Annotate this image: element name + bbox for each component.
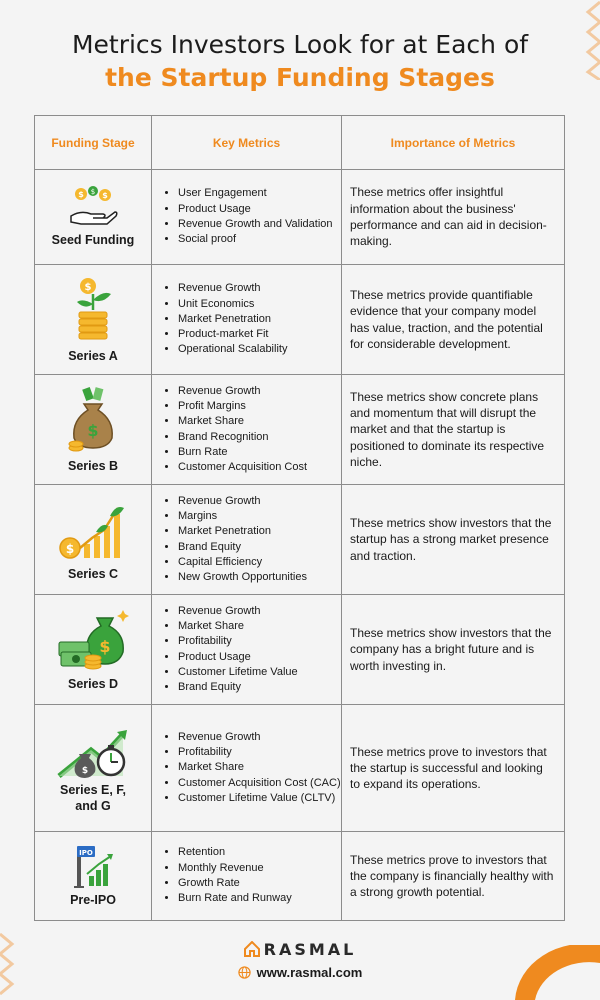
- metric-item: • Revenue Growth: [178, 730, 341, 745]
- metric-item: • Unit Economics: [178, 297, 341, 312]
- importance-cell: These metrics prove to investors that the startup is successful and looking to expand its operations.: [342, 705, 565, 832]
- metric-item: • Monthly Revenue: [178, 861, 341, 876]
- metric-item: • Market Share: [178, 414, 341, 429]
- metric-item: • Product Usage: [178, 202, 341, 217]
- website-link[interactable]: [0, 965, 600, 980]
- svg-text:$: $: [87, 420, 99, 440]
- metric-item: • Brand Equity: [178, 540, 341, 555]
- metric-item: • Burn Rate: [178, 445, 341, 460]
- table-row: [35, 375, 565, 485]
- stage-name: Seed Funding: [51, 233, 135, 247]
- stage-cell: [35, 485, 152, 595]
- metric-item: • Profit Margins: [178, 399, 341, 414]
- money-bag-icon: [68, 386, 118, 454]
- page-title-line1: Metrics Investors Look for at Each of: [71, 30, 529, 59]
- metrics-cell: [152, 265, 342, 375]
- metric-item: • Operational Scalability: [178, 342, 341, 357]
- metric-item: • Margins: [178, 509, 341, 524]
- header-key-metrics: Key Metrics: [152, 116, 342, 170]
- table-row: [35, 832, 565, 921]
- metric-item: • Customer Lifetime Value (CLTV): [178, 791, 341, 806]
- metrics-cell: [152, 375, 342, 485]
- importance-cell: These metrics provide quantifiable evidence that your company model has value, traction, and the potential for considerable development.: [342, 265, 565, 375]
- metrics-cell: [152, 705, 342, 832]
- metric-item: • Burn Rate and Runway: [178, 891, 341, 906]
- importance-cell: These metrics offer insightful information about the business' performance and can aid in decision-making.: [342, 170, 565, 265]
- importance-cell: These metrics show concrete plans and momentum that will disrupt the market and that the startup is positioned to dominate its respective niche.: [342, 375, 565, 485]
- metric-item: • User Engagement: [178, 186, 341, 201]
- coin-plant-icon: [73, 276, 113, 344]
- metric-item: • Revenue Growth: [178, 494, 341, 509]
- metrics-table: [34, 115, 565, 921]
- growth-chart-icon: [58, 498, 128, 562]
- metric-item: • Growth Rate: [178, 876, 341, 891]
- metrics-cell: [152, 832, 342, 921]
- globe-icon: [238, 966, 251, 979]
- stage-name: Series C: [67, 566, 119, 581]
- header-importance: Importance of Metrics: [342, 116, 565, 170]
- importance-cell: These metrics show investors that the startup has a strong market presence and traction.: [342, 485, 565, 595]
- svg-text:$: $: [84, 281, 92, 293]
- metric-item: • Product-market Fit: [178, 327, 341, 342]
- metric-item: • Revenue Growth and Validation: [178, 217, 341, 232]
- metric-item: • Product Usage: [178, 650, 341, 665]
- table-row: [35, 485, 565, 595]
- metric-item: • Market Penetration: [178, 312, 341, 327]
- metric-item: • Revenue Growth: [178, 604, 341, 619]
- stopwatch-chart-icon: [57, 722, 129, 778]
- metric-item: • Profitability: [178, 745, 341, 760]
- metric-item: • Profitability: [178, 634, 341, 649]
- svg-text:$: $: [102, 191, 108, 200]
- metric-item: • Customer Acquisition Cost (CAC): [178, 776, 341, 791]
- metric-item: • New Growth Opportunities: [178, 570, 341, 585]
- svg-text:$: $: [90, 188, 96, 196]
- page-title-line2: the Startup Funding Stages: [105, 63, 495, 92]
- metrics-cell: [152, 170, 342, 265]
- stage-name: Series B: [67, 458, 119, 473]
- metric-item: • Social proof: [178, 232, 341, 247]
- metric-item: • Retention: [178, 845, 341, 860]
- metric-item: • Revenue Growth: [178, 384, 341, 399]
- svg-text:$: $: [99, 636, 111, 656]
- house-logo-icon: [244, 941, 260, 957]
- table-row: [35, 265, 565, 375]
- stage-name: Series A: [68, 348, 118, 363]
- table-row: [35, 705, 565, 832]
- stage-cell: [35, 375, 152, 485]
- metric-item: • Revenue Growth: [178, 281, 341, 296]
- metric-item: • Market Share: [178, 619, 341, 634]
- metric-item: • Customer Lifetime Value: [178, 665, 341, 680]
- svg-text:$: $: [81, 766, 89, 776]
- stage-cell: [35, 595, 152, 705]
- website-url: www.rasmal.com: [256, 965, 363, 980]
- stage-cell: [35, 265, 152, 375]
- table-row: [35, 595, 565, 705]
- metric-item: • Capital Efficiency: [178, 555, 341, 570]
- metric-item: • Brand Equity: [178, 680, 341, 695]
- brand-name: RASMAL: [263, 940, 357, 959]
- stage-name: Series E, F, and G: [59, 783, 126, 813]
- brand-logo: [0, 940, 600, 959]
- svg-text:$: $: [78, 190, 84, 199]
- importance-cell: These metrics show investors that the company has a bright future and is worth investing in.: [342, 595, 565, 705]
- importance-cell: These metrics prove to investors that the company is financially healthy with a strong growth potential.: [342, 832, 565, 921]
- stage-cell: [35, 705, 152, 832]
- money-hand-icon: [67, 186, 119, 228]
- header-funding-stage: Funding Stage: [35, 116, 152, 170]
- stage-name: Pre-IPO: [70, 893, 116, 907]
- svg-text:IPO: IPO: [79, 849, 93, 857]
- metric-item: • Brand Recognition: [178, 430, 341, 445]
- table-row: [35, 170, 565, 265]
- stage-cell: [35, 832, 152, 921]
- money-stack-icon: [57, 608, 129, 672]
- table-header-row: [35, 116, 565, 170]
- metric-item: • Customer Acquisition Cost: [178, 460, 341, 475]
- metric-item: • Market Share: [178, 760, 341, 775]
- stage-cell: [35, 170, 152, 265]
- svg-text:$: $: [65, 541, 75, 556]
- stage-name: Series D: [67, 676, 119, 691]
- ipo-sign-icon: [71, 844, 115, 888]
- metrics-cell: [152, 595, 342, 705]
- metrics-cell: [152, 485, 342, 595]
- metric-item: • Market Penetration: [178, 524, 341, 539]
